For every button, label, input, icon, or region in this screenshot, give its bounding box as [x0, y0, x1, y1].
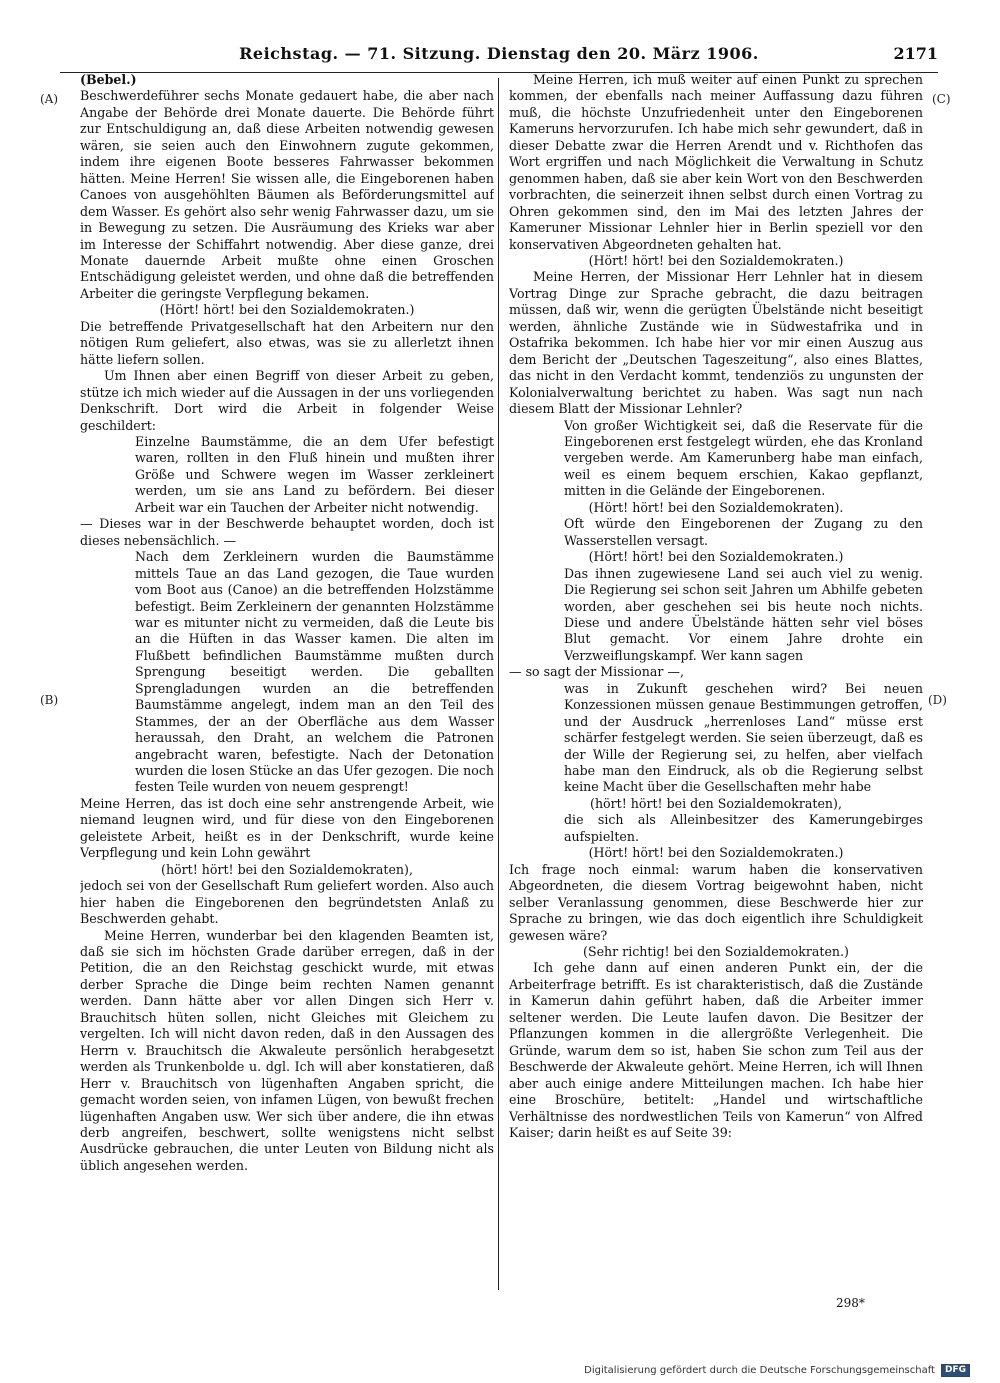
margin-mark-c: (C)	[932, 92, 951, 106]
quoted-passage: Nach dem Zerkleinern wurden die Baumstämme mittels Taue an das Land gezogen, die Taue wurden vom Boot aus (Canoe) an die betreffenden Holzstämme befestigt. Beim Zerkleinern der genannten Holzstämme war es mitunter nicht zu vermeiden, daß die Leute bis an die Hüften in das Wasser kamen. Die alten im Flußbett befindlichen Baumstämme mußten durch Sprengung beseitigt werden. Die geballten Sprengladungen wurden an die betreffenden Baumstämme angelegt, indem man an den Teil des Stammes, der an der Oberfläche aus dem Wasser heraussah, den Draht, an welchem die Patronen angebracht waren, befestigte. Nach der Detonation wurden die losen Stücke an das Ufer gezogen. Die noch festen Teile wurden von neuem gesprengt!	[135, 549, 494, 795]
quoted-passage: die sich als Alleinbesitzer des Kamerungebirges aufspielten.	[564, 812, 923, 844]
sheet-signature: 298*	[836, 1296, 865, 1310]
running-header	[60, 44, 938, 72]
quoted-passage: Einzelne Baumstämme, die an dem Ufer befestigt waren, rollten in den Fluß hinein und mußten ihrer Größe und Schwere wegen im Wasser zerkleinert werden, um sie ans Land zu befördern. Bei dieser Arbeit war ein Tauchen der Arbeiter nicht notwendig.	[135, 433, 494, 515]
paragraph: Meine Herren, das ist doch eine sehr anstrengende Arbeit, wie niemand leugnen wird, und für diese von den Eingeborenen geleistete Arbeit, heißt es in der Denkschrift, wurde keine Verpflegung und kein Lohn gewährt	[80, 795, 494, 861]
interjection: (Hört! hört! bei den Sozialdemokraten.)	[588, 549, 844, 565]
paragraph: Ich frage noch einmal: warum haben die konservativen Abgeordneten, die diesem Vortrag beigewohnt haben, nicht selber Veranlassung genommen, diese Beschwerde hier zur Sprache zu bringen, wie das doch eigentlich ihre Schuldigkeit gewesen wäre?	[509, 861, 923, 943]
quoted-passage: Das ihnen zugewiesene Land sei auch viel zu wenig. Die Regierung sei schon seit Jahren um Abhilfe gebeten worden, aber geschehen sei bis heute noch nichts. Diese und andere Übelstände hätten sehr viel böses Blut gemacht. Vor einem Jahre drohte ein Verzweiflungskampf. Wer kann sagen	[564, 565, 923, 663]
paragraph: Um Ihnen aber einen Begriff von dieser Arbeit zu geben, stütze ich mich wieder auf die Aussagen in der uns vorliegenden Denkschrift. Dort wird die Arbeit in folgender Weise geschildert:	[80, 368, 494, 433]
paragraph: Meine Herren, ich muß weiter auf einen Punkt zu sprechen kommen, der ebenfalls nach meiner Auffassung dazu führen muß, die höchste Unzufriedenheit unter den Eingeborenen Kameruns hervorzurufen. Ich habe mich sehr gewundert, daß in dieser Debatte zwar die Herren Arendt und v. Richthofen das Wort ergriffen und nach Möglichkeit die Verwaltung in Schutz genommen haben, daß sie aber kein Wort von den Beschwerden vorbrachten, die seinerzeit ihnen selbst durch einen Vortrag zu Ohren gekommen sind, den im Mai des letzten Jahres der Kameruner Missionar Lehnler hier in Berlin speziell vor den konservativen Abgeordneten gehalten hat.	[509, 72, 923, 252]
interjection: (Hört! hört! bei den Sozialdemokraten).	[588, 499, 844, 515]
margin-mark-a: (A)	[40, 92, 59, 106]
dfg-logo: DFG	[941, 1364, 970, 1377]
credit-text: Digitalisierung gefördert durch die Deutsche Forschungsgemeinschaft	[584, 1365, 935, 1376]
paragraph: Die betreffende Privatgesellschaft hat den Arbeitern nur den nötigen Rum geliefert, also etwas, was sie zu allerletzt ihnen hätte liefern sollen.	[80, 318, 494, 367]
quoted-passage: Oft würde den Eingeborenen der Zugang zu den Wasserstellen versagt.	[564, 516, 923, 548]
interjection: (Hört! hört! bei den Sozialdemokraten.)	[588, 845, 844, 861]
right-text-column	[509, 72, 923, 1294]
header-title: Reichstag. — 71. Sitzung. Dienstag den 20. März 1906.	[239, 44, 759, 63]
interjection: (Sehr richtig! bei den Sozialdemokraten.)	[583, 944, 849, 960]
interjection: (hört! hört! bei den Sozialdemokraten),	[161, 861, 413, 877]
interjection: (Hört! hört! bei den Sozialdemokraten.)	[159, 302, 415, 318]
paragraph: — Dieses war in der Beschwerde behauptet worden, doch ist dieses nebensächlich. —	[80, 516, 494, 548]
paragraph: jedoch sei von der Gesellschaft Rum geliefert worden. Also auch hier haben die Eingeborenen den begründetsten Anlaß zu Beschwerden gehabt.	[80, 878, 494, 927]
paragraph: Beschwerdeführer sechs Monate gedauert habe, die aber nach Angabe der Behörde drei Monate dauerte. Die Behörde führt zur Entschuldigung an, daß diese Arbeiten notwendig gewesen wären, sie seien auch den Einwohnern zugute gekommen, indem ihre eigenen Boote besseres Fahrwasser bekommen hätten. Meine Herren! Sie wissen alle, die Eingeborenen haben Canoes von ausgehöhlten Bäumen als Beförderungsmittel auf dem Wasser. Es gehört also sehr wenig Fahrwasser dazu, um sie in Bewegung zu setzen. Die Ausräumung des Krieks war aber im Interesse der Schiffahrt notwendig. Aber diese ganze, drei Monate dauernde Arbeit mußte ohne einen Groschen Entschädigung geleistet werden, und ohne daß die betreffenden Arbeiter die geringste Verpflegung bekamen.	[80, 88, 494, 301]
interjection: (Hört! hört! bei den Sozialdemokraten.)	[588, 252, 844, 268]
quoted-passage: was in Zukunft geschehen wird? Bei neuen Konzessionen müssen genaue Bestimmungen getroffen, und der Ausdruck „herrenloses Land“ müsse erst schärfer festgelegt werden. Sie seien überzeugt, daß es der Wille der Regierung sei, zu helfen, aber vielfach habe man den Eindruck, als ob die Regierung selbst keine Macht über die Gesellschaften mehr habe	[564, 680, 923, 795]
column-divider	[498, 78, 499, 1290]
paragraph: Ich gehe dann auf einen anderen Punkt ein, der die Arbeiterfrage betrifft. Es ist charakteristisch, daß die Zustände in Kamerun dahin geführt haben, daß die Arbeiter immer seltener werden. Die Leute laufen davon. Die Besitzer der Pflanzungen kommen in die allergrößte Verlegenheit. Die Gründe, warum dem so ist, haben Sie schon zum Teil aus der Beschwerde der Akwaleute gehört. Meine Herren, ich will Ihnen aber auch einige andere Mitteilungen machen. Ich habe hier eine Broschüre, betitelt: „Handel und wirtschaftliche Verhältnisse des nordwestlichen Teils von Kamerun“ von Alfred Kaiser; darin heißt es auf Seite 39:	[509, 960, 923, 1140]
margin-mark-d: (D)	[928, 693, 947, 707]
quoted-passage: Von großer Wichtigkeit sei, daß die Reservate für die Eingeborenen erst festgelegt würden, ehe das Kronland vergeben werde. Am Kamerunberg habe man einfach, weil es einem bequem erschien, Kakao gepflanzt, mitten in die Gelände der Eingeborenen.	[564, 417, 923, 499]
interjection: (hört! hört! bei den Sozialdemokraten),	[590, 795, 842, 811]
left-text-column	[80, 72, 494, 1294]
paragraph: Meine Herren, wunderbar bei den klagenden Beamten ist, daß sie sich im höchsten Grade darüber erregen, daß in der Petition, die an den Reichstag geschickt wurde, mit etwas derber Sprache die Dinge beim rechten Namen genannt werden. Dann hätte aber vor allen Dingen sich Herr v. Brauchitsch hüten sollen, nicht Gleiches mit Gleichem zu vergelten. Ich will nicht davon reden, daß in den Aussagen des Herrn v. Brauchitsch die Akwaleute persönlich herabgesetzt werden als Trunkenbolde u. dgl. Ich will aber konstatieren, daß Herr v. Brauchitsch von lügenhaften Angaben spricht, die gemacht worden seien, von infamen Lügen, von bewußt frechen lügenhaften Angaben usw. Wer sich über andere, die ihn etwas derb angreifen, beschwert, sollte wenigstens nicht selbst Ausdrücke gebrauchen, die unter Leuten von Bildung nicht als üblich angesehen werden.	[80, 927, 494, 1173]
page-number: 2171	[893, 44, 938, 63]
paragraph: Meine Herren, der Missionar Herr Lehnler hat in diesem Vortrag Dinge zur Sprache gebracht, die dazu beitragen müssen, daß wir, wenn die gerügten Übelstände nicht beseitigt werden, ähnliche Zustände wie in Südwestafrika und in Ostafrika bekommen. Ich habe hier vor mir einen Auszug aus dem Bericht der „Deutschen Tageszeitung“, also eines Blattes, das nicht in den Verdacht kommt, tendenziös zu ungunsten der Kolonialverwaltung berichtet zu haben. Was sagt nun nach diesem Blatt der Missionar Lehnler?	[509, 269, 923, 417]
margin-mark-b: (B)	[40, 693, 59, 707]
digitization-credit	[584, 1364, 970, 1377]
paragraph: — so sagt der Missionar —,	[509, 664, 684, 680]
speaker-label: (Bebel.)	[80, 72, 137, 87]
